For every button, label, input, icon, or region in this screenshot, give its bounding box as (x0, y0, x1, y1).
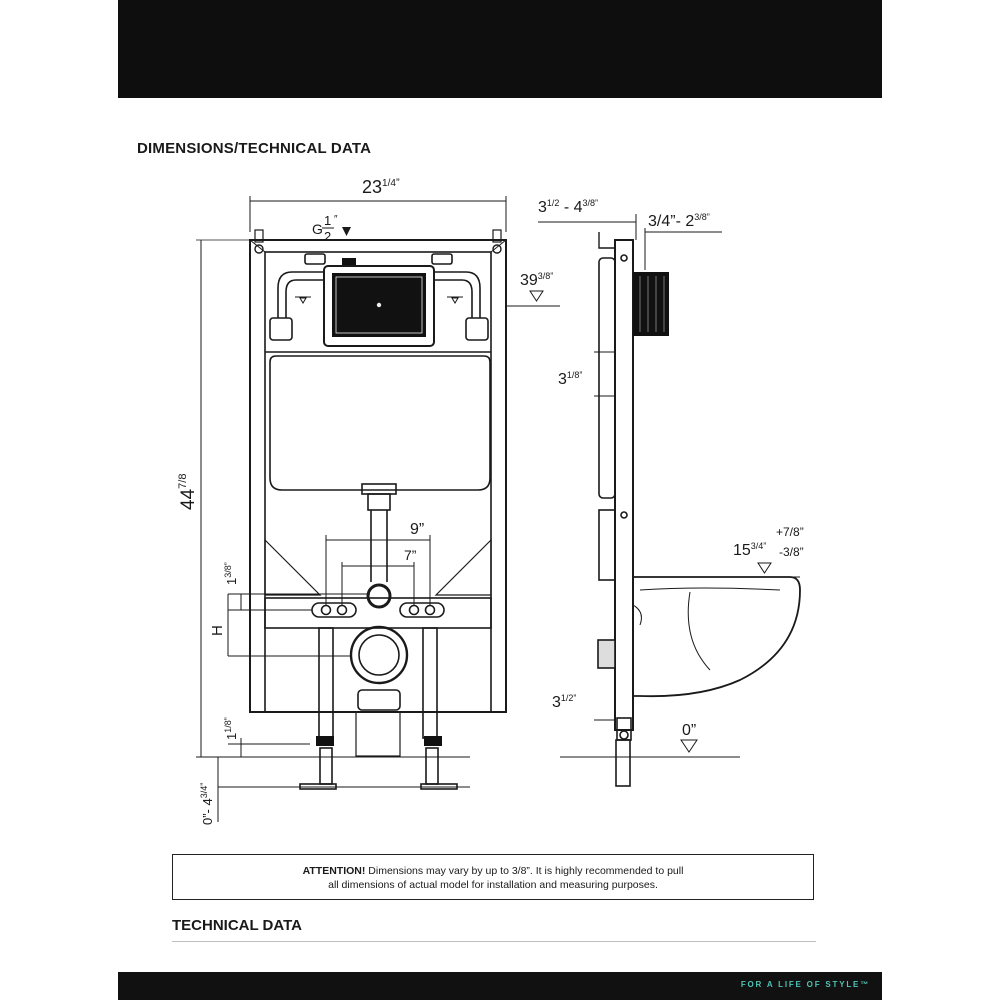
svg-text:11/8”: $1^{1/8”}$ (223, 717, 239, 740)
svg-text:153/4”: $15^{3/4”}$ (733, 541, 767, 559)
svg-text:31/8”: $3^{1/8”}$ (558, 370, 583, 388)
footer-tagline: FOR A LIFE OF STYLE™ (740, 980, 870, 989)
width-dim: 23 (362, 177, 383, 197)
floor-zero: 0” (682, 722, 697, 739)
attention-line1: Dimensions may vary by up to 3/8”. It is highly recommended to pull (365, 865, 684, 877)
dim-h: H (209, 625, 226, 636)
depth-range-a: 3 (538, 199, 547, 216)
height-dim: 44 (178, 488, 199, 510)
dim-1-1-8: 1 (224, 732, 239, 740)
g-numerator: 1 (324, 213, 332, 228)
svg-text:393/8”: $39^{3/8”}$ (520, 271, 554, 289)
divider (172, 941, 816, 942)
dim-9: 9” (410, 521, 425, 538)
g-label: G (312, 221, 323, 237)
g-unit: ″ (334, 214, 338, 225)
dim-3-1-8: 3 (558, 371, 567, 388)
svg-text:447/8: $44^{7/8}$ (177, 473, 199, 510)
height-39: 39 (520, 272, 538, 289)
attention-label: ATTENTION! (302, 865, 366, 877)
dim-3-1-2: 3 (552, 694, 561, 711)
tolerance-minus: -3/8” (779, 545, 804, 559)
technical-data-title: TECHNICAL DATA (172, 917, 302, 934)
depth-range-b: 3/4”- 2 (648, 213, 695, 230)
dim-1-3-8: 1 (224, 577, 239, 585)
svg-text:0”- 43/4”: 0”- $4^{3/4”}$ (199, 782, 215, 825)
down-arrow-icon (342, 227, 351, 236)
svg-text:31/2 - 43/8”: $3^{1/2} - 4^{3/8”}$ (538, 198, 599, 216)
footer-band (118, 972, 882, 1000)
height-15: 15 (733, 542, 751, 559)
svg-text:13/8”: $1^{3/8”}$ (223, 562, 239, 585)
side-view (506, 214, 800, 786)
front-view (196, 196, 506, 822)
g-denominator: 2 (324, 229, 332, 244)
attention-line2: all dimensions of actual model for installation and measuring purposes. (328, 879, 658, 891)
section-title: DIMENSIONS/TECHNICAL DATA (137, 140, 372, 157)
tolerance-plus: +7/8” (776, 525, 804, 539)
svg-text:31/2”: $3^{1/2”}$ (552, 693, 577, 711)
svg-text:3/4”- 23/8”: 3/4”- $2^{3/8”}$ (648, 212, 710, 230)
attention-box (172, 854, 814, 900)
svg-text:231/4”: $23^{1/4}$” (362, 177, 400, 197)
dim-7: 7” (404, 547, 417, 563)
dim-0-4-3-4: 0”- 4 (200, 798, 215, 825)
